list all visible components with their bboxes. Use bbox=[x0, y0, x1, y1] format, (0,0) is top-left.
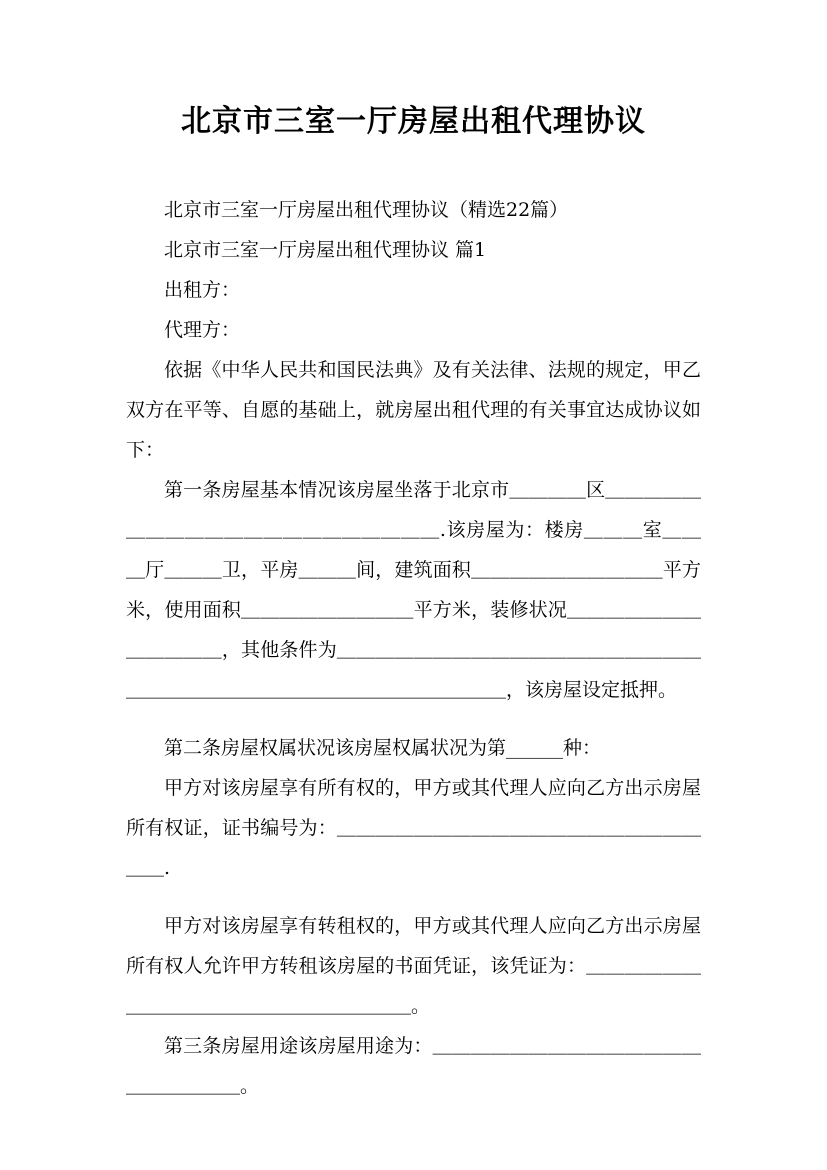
paragraph-sublease: 甲方对该房屋享有转租权的，甲方或其代理人应向乙方出示房屋所有权人允许甲方转租该房屋的书面凭证，该凭证为：＿＿＿＿＿＿＿＿＿＿＿＿＿＿＿＿＿＿＿＿＿。 bbox=[126, 915, 701, 1017]
paragraph-agent: 代理方： bbox=[164, 319, 241, 341]
paragraph-gap bbox=[126, 710, 701, 728]
paragraph-chapter-heading: 北京市三室一厅房屋出租代理协议 篇1 bbox=[164, 239, 487, 261]
paragraph-preamble: 依据《中华人民共和国民法典》及有关法律、法规的规定，甲乙双方在平等、自愿的基础上，就房屋出租代理的有关事宜达成协议如下： bbox=[126, 359, 701, 461]
paragraph-ownership: 甲方对该房屋享有所有权的，甲方或其代理人应向乙方出示房屋所有权证，证书编号为：＿＿＿＿＿＿＿＿＿＿＿＿＿＿＿＿＿＿＿＿＿. bbox=[126, 777, 701, 879]
paragraph-article-3: 第三条房屋用途该房屋用途为：＿＿＿＿＿＿＿＿＿＿＿＿＿＿＿＿＿＿＿＿。 bbox=[126, 1035, 701, 1097]
document-title: 北京市三室一厅房屋出租代理协议 bbox=[181, 104, 646, 139]
paragraph-article-2: 第二条房屋权属状况该房屋权属状况为第______种： bbox=[164, 737, 602, 759]
document-body bbox=[126, 190, 701, 1106]
paragraph-article-1: 第一条房屋基本情况该房屋坐落于北京市＿＿＿＿区＿＿＿＿＿＿＿＿＿＿＿＿＿＿＿＿＿＿＿＿＿.该房屋为：楼房＿＿＿室＿＿＿厅＿＿＿卫，平房＿＿＿间，建筑面积＿＿＿＿＿＿＿＿＿＿平方米，使用面积＿＿＿＿＿＿＿＿＿平方米，装修状况＿＿＿＿＿＿＿＿＿＿＿＿，其他条件为＿＿＿＿＿＿＿＿＿＿＿＿＿＿＿＿＿＿＿＿＿＿＿＿＿＿＿＿＿＿＿＿＿＿＿＿＿＿＿，该房屋设定抵押。 bbox=[126, 479, 701, 701]
paragraph-gap bbox=[126, 888, 701, 906]
paragraph-subtitle: 北京市三室一厅房屋出租代理协议（精选22篇） bbox=[164, 199, 569, 221]
paragraph-lessor: 出租方： bbox=[164, 279, 241, 301]
